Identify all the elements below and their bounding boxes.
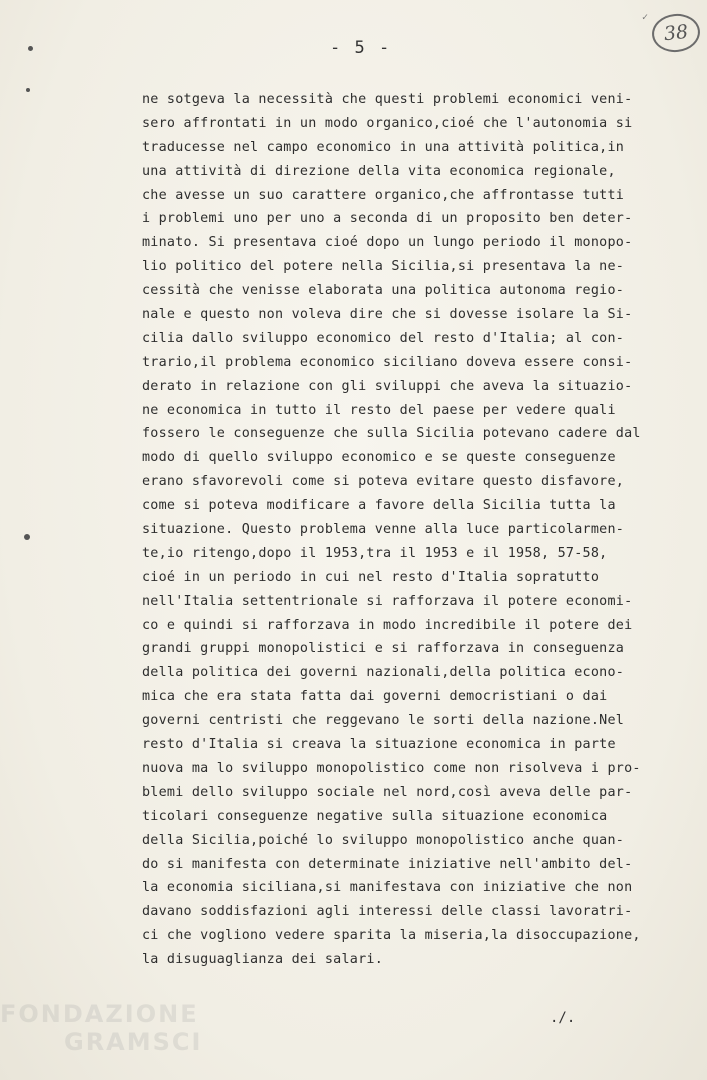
text-line: che avesse un suo carattere organico,che affrontasse tutti [142,187,625,203]
text-line: situazione. Questo problema venne alla luce particolarmen- [142,522,625,538]
text-line: la disuguaglianza dei salari. [142,952,384,968]
archive-number-stamp: 38 [650,12,702,55]
text-line: fossero le conseguenze che sulla Sicilia potevano cadere dal [142,426,641,442]
punch-hole-dot [28,46,33,51]
text-line: cessità che venisse elaborata una politica autonoma regio- [142,283,625,299]
text-line: minato. Si presentava cioé dopo un lungo periodo il monopo- [142,235,633,251]
text-line: sero affrontati in un modo organico,cioé che l'autonomia si [142,115,633,131]
text-line: davano soddisfazioni agli interessi delle classi lavoratri- [142,904,633,920]
text-line: blemi dello sviluppo sociale nel nord,così aveva delle par- [142,784,633,800]
text-line: grandi gruppi monopolistici e si rafforzava in conseguenza [142,641,625,657]
text-line: della politica dei governi nazionali,della politica econo- [142,665,625,681]
text-line: do si manifesta con determinate iniziative nell'ambito del- [142,856,633,872]
page-number: - 5 - [330,38,392,58]
watermark-line-2: GRAMSCI [64,1028,203,1056]
typewritten-body [142,88,682,972]
stamp-tick-mark: ✓ [642,12,649,23]
text-line: della Sicilia,poiché lo sviluppo monopolistico anche quan- [142,832,625,848]
archive-watermark [0,1000,202,1056]
text-line: ticolari conseguenze negative sulla situazione economica [142,808,608,824]
text-line: ne economica in tutto il resto del paese per vedere quali [142,402,616,418]
text-line: derato in relazione con gli sviluppi che aveva la situazio- [142,378,633,394]
text-line: una attività di direzione della vita economica regionale, [142,163,616,179]
text-line: cilia dallo sviluppo economico del resto d'Italia; al con- [142,330,625,346]
text-line: lio politico del potere nella Sicilia,si presentava la ne- [142,259,625,275]
text-line: ne sotgeva la necessità che questi problemi economici veni- [142,92,633,107]
text-line: governi centristi che reggevano le sorti della nazione.Nel [142,713,625,729]
continuation-mark: ./. [550,1010,576,1026]
punch-hole-dot [26,88,30,92]
text-line: traducesse nel campo economico in una attività politica,in [142,139,625,155]
text-line: co e quindi si rafforzava in modo incredibile il potere dei [142,617,633,633]
watermark-line-1: FONDAZIONE [0,1000,199,1028]
text-line: i problemi uno per uno a seconda di un proposito ben deter- [142,211,633,227]
text-line: nale e questo non voleva dire che si dovesse isolare la Si- [142,307,633,323]
text-line: te,io ritengo,dopo il 1953,tra il 1953 e il 1958, 57-58, [142,545,608,561]
text-line: ci che vogliono vedere sparita la miseria,la disoccupazione, [142,928,641,944]
text-line: la economia siciliana,si manifestava con iniziative che non [142,880,633,896]
text-line: cioé in un periodo in cui nel resto d'Italia sopratutto [142,569,600,585]
text-line: erano sfavorevoli come si poteva evitare questo disfavore, [142,474,625,490]
punch-hole-dot [24,534,30,540]
text-line: trario,il problema economico siciliano doveva essere consi- [142,354,633,370]
text-line: modo di quello sviluppo economico e se queste conseguenze [142,450,616,466]
text-line: resto d'Italia si creava la situazione economica in parte [142,737,616,753]
text-line: nell'Italia settentrionale si rafforzava il potere economi- [142,593,633,609]
text-line: nuova ma lo sviluppo monopolistico come non risolveva i pro- [142,760,641,776]
text-line: come si poteva modificare a favore della Sicilia tutta la [142,498,616,514]
text-line: mica che era stata fatta dai governi democristiani o dai [142,689,608,705]
